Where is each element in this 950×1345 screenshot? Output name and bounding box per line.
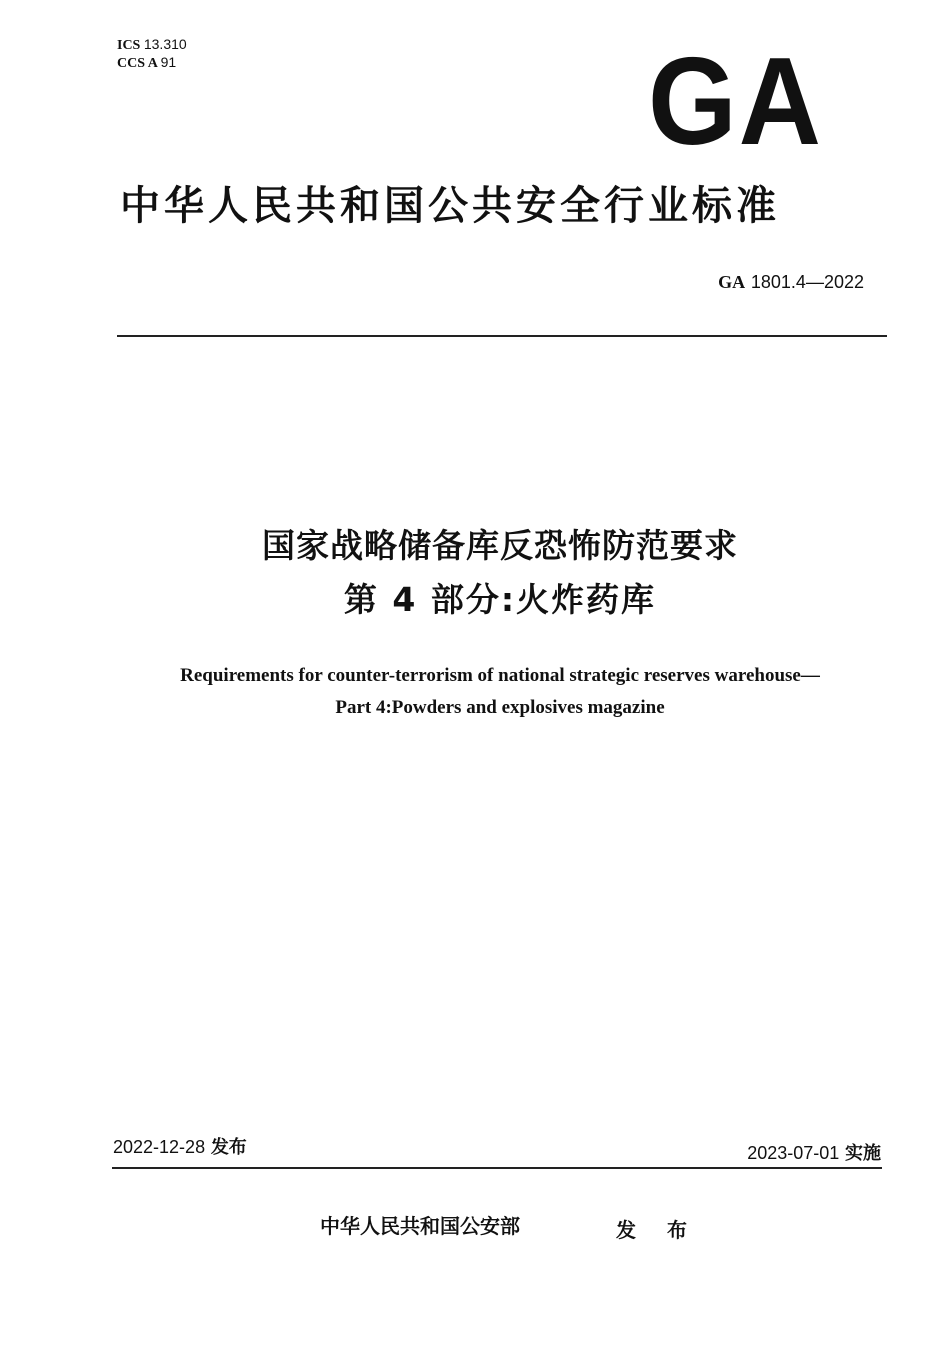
ics-label: ICS [117,38,141,53]
ga-logo: GA [648,33,823,171]
header-divider [117,335,887,337]
implementation-date-label: 实施 [845,1143,881,1164]
standard-category-title: 中华人民共和国公共安全行业标准 [120,183,780,229]
title-cn-line1: 国家战略储备库反恐怖防范要求 [262,526,738,565]
standard-number-prefix: GA [718,272,746,292]
title-en-line2: Part 4:Powders and explosives magazine [335,697,665,718]
ccs-label: CCS A [117,56,158,71]
ics-code [117,36,187,54]
title-en-line1: Requirements for counter-terrorism of national strategic reserves warehouse— [180,665,820,686]
standard-number-value: 1801.4—2022 [750,272,864,292]
issue-date [113,1135,247,1160]
classification-codes [117,36,187,72]
document-title-english [0,660,950,724]
implementation-date [747,1141,881,1166]
issue-date-value: 2022-12-28 [113,1137,206,1157]
ccs-value: 91 [160,54,177,70]
publisher-name: 中华人民共和国公安部 [320,1214,520,1238]
implementation-date-value: 2023-07-01 [747,1143,840,1163]
title-cn-line2: 第 4 部分:火炸药库 [343,580,657,619]
footer-divider [112,1167,882,1169]
standard-number [718,271,864,294]
ics-value: 13.310 [143,36,187,52]
ccs-code [117,54,187,72]
publisher-action: 发 布 [616,1218,699,1242]
issue-date-label: 发布 [210,1137,247,1158]
document-title-chinese [0,520,950,626]
